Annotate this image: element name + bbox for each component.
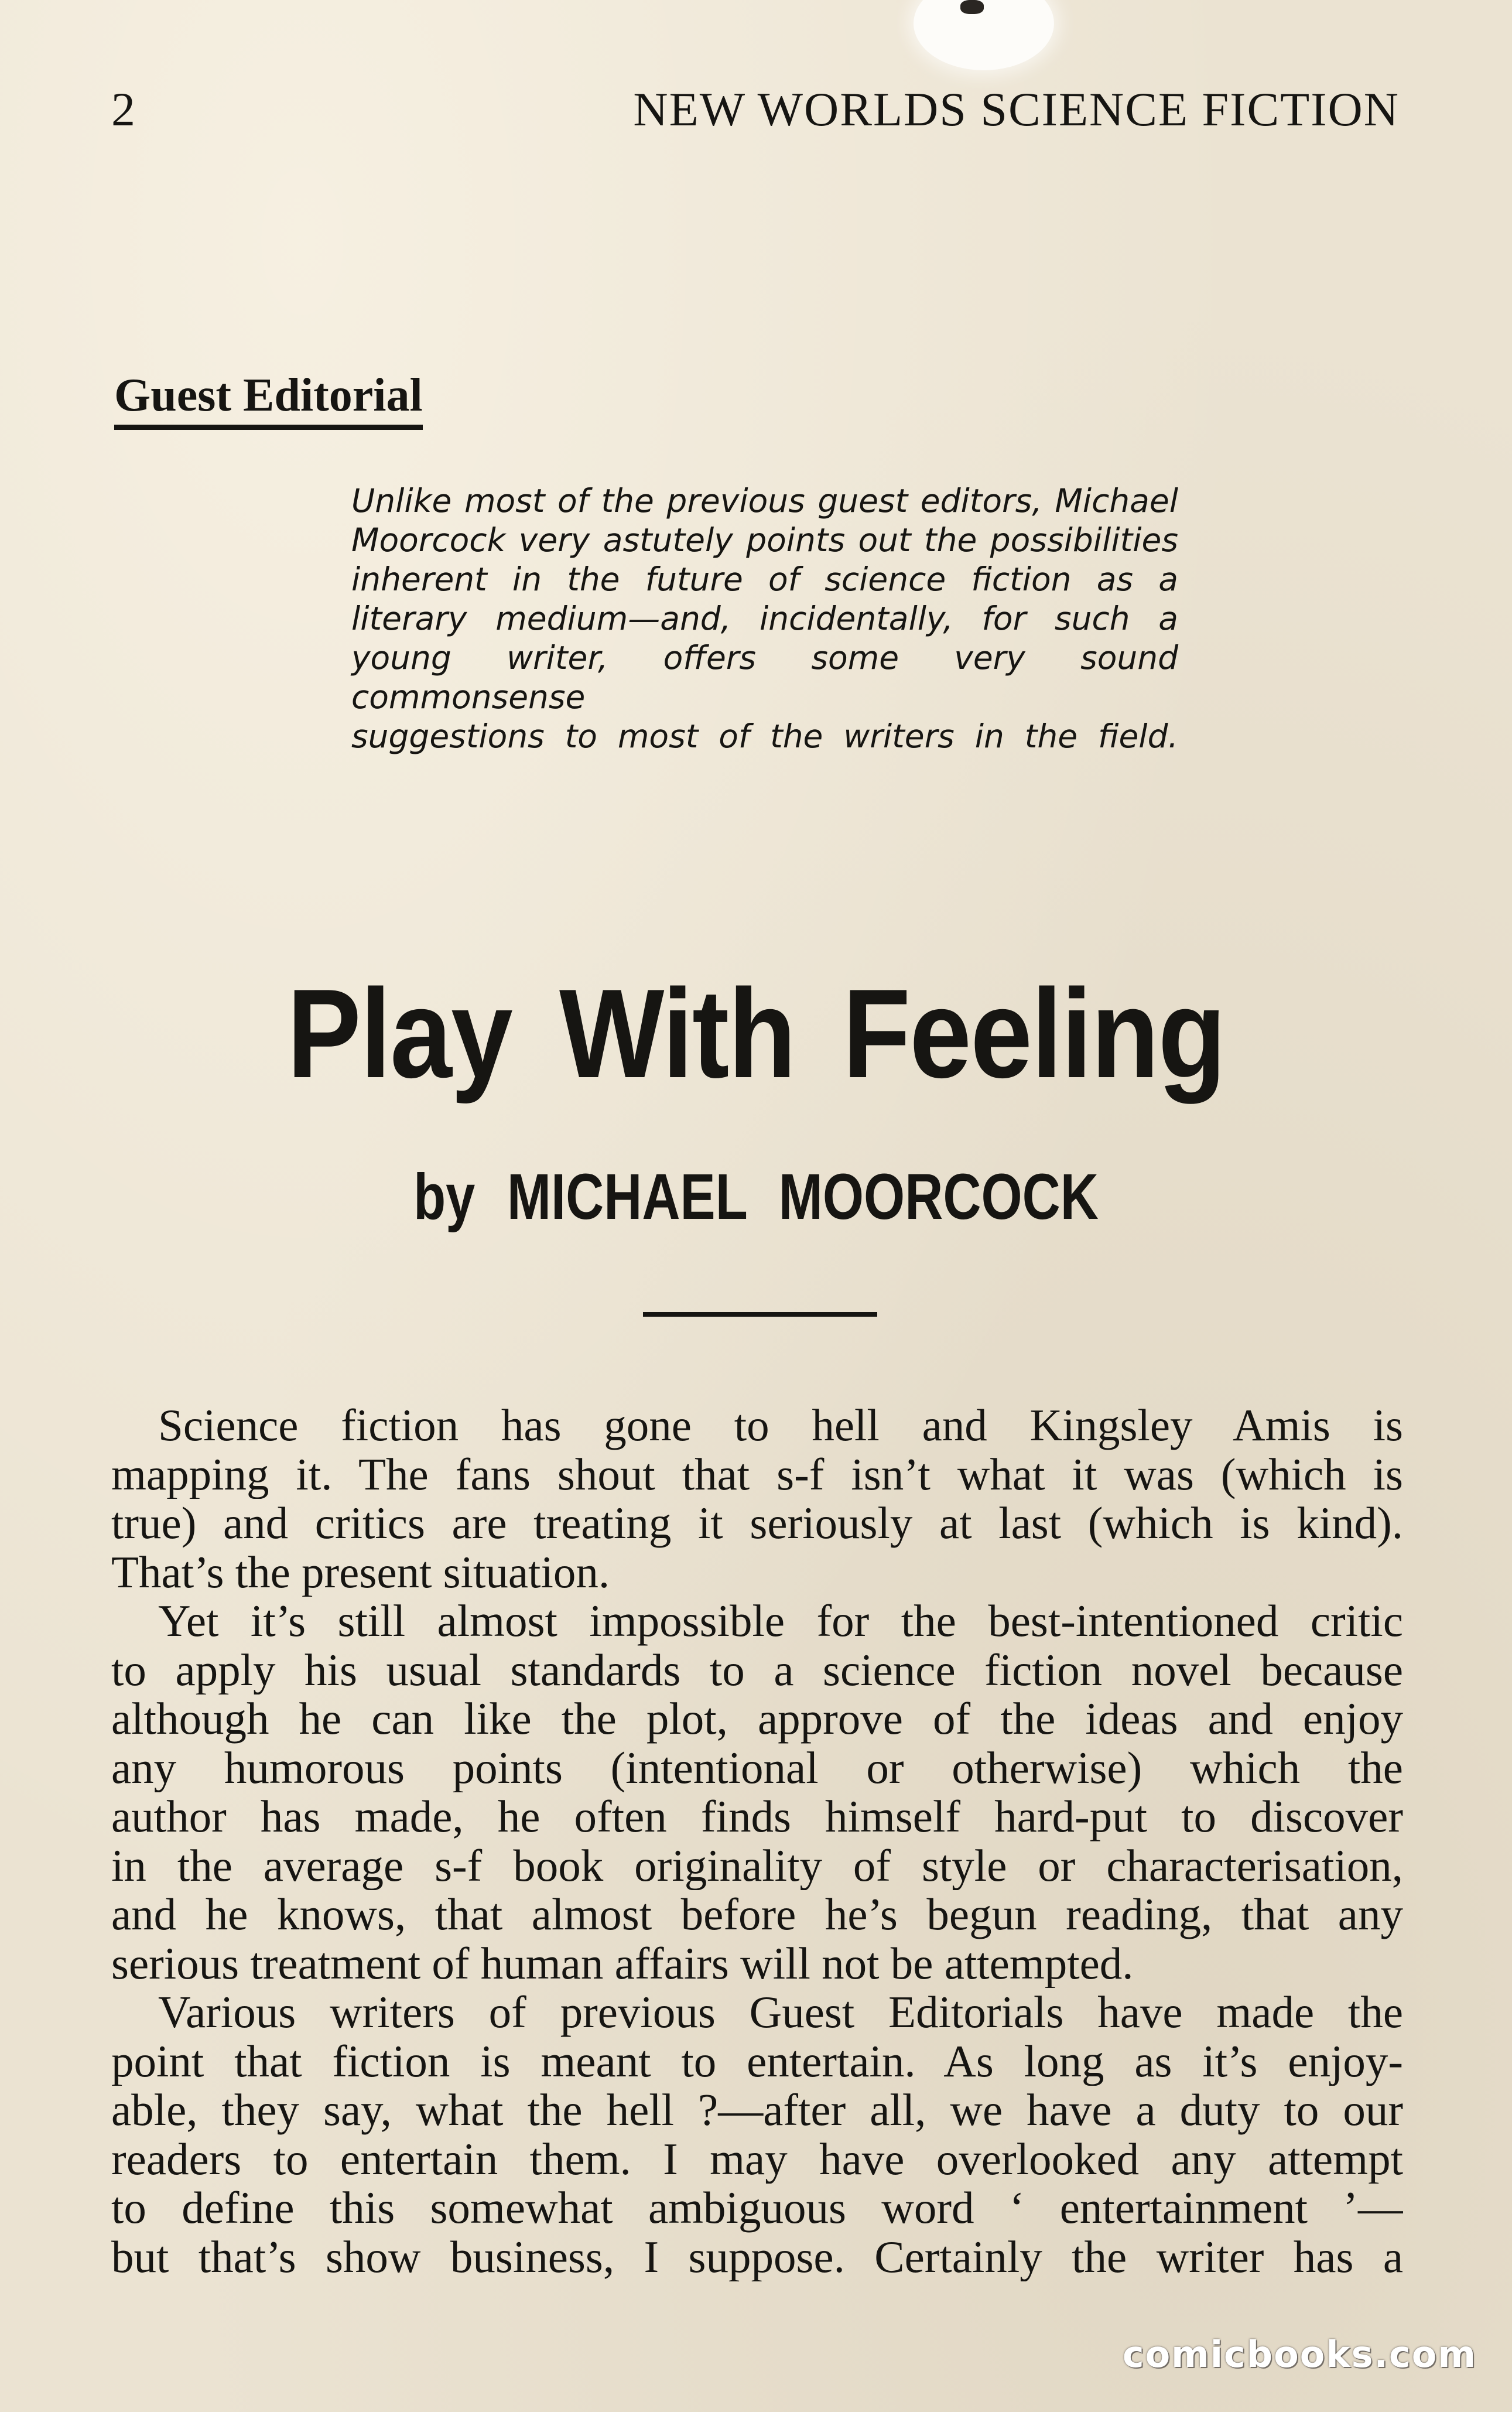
section-label: Guest Editorial (114, 369, 423, 430)
standfirst-line: young writer, offers some very sound commonsense (351, 639, 1178, 716)
running-title: NEW WORLDS SCIENCE FICTION (633, 83, 1400, 136)
body-line: readers to entertain them. I may have overlooked any attempt (111, 2134, 1403, 2184)
paper-stain (914, 0, 1054, 70)
body-line: serious treatment of human affairs will not be attempted. (111, 1939, 1134, 1988)
article-byline: by MICHAEL MOORCOCK (413, 1161, 1099, 1233)
body-line: but that’s show business, I suppose. Certainly the writer has a (111, 2232, 1403, 2281)
body-line: although he can like the plot, approve of the ideas and enjoy (111, 1694, 1403, 1744)
body-line: any humorous points (intentional or otherwise) which the (111, 1743, 1403, 1792)
body-line: That’s the present situation. (111, 1547, 610, 1597)
body-line: Science fiction has gone to hell and Kingsley Amis is (158, 1401, 1403, 1450)
body-line: point that fiction is meant to entertain. As long as it’s enjoy- (111, 2037, 1403, 2086)
body-line: to define this somewhat ambiguous word ‘ entertainment ’— (111, 2184, 1403, 2233)
body-line: Yet it’s still almost impossible for the best-intentioned critic (158, 1597, 1403, 1646)
article-body (111, 1401, 1403, 2281)
body-line: able, they say, what the hell ?—after all, we have a duty to our (111, 2086, 1403, 2135)
body-line: in the average s-f book originality of style or characterisation, (111, 1841, 1403, 1890)
paper-stain-mark (960, 0, 984, 14)
title-divider (643, 1312, 877, 1317)
standfirst-line: inherent in the future of science fiction as a (351, 561, 1178, 598)
body-line: and he knows, that almost before he’s begun reading, that any (111, 1890, 1403, 1939)
standfirst-line: Moorcock very astutely points out the possibilities (351, 521, 1178, 559)
page-number: 2 (111, 83, 135, 136)
standfirst-line: Unlike most of the previous guest editors, Michael (351, 482, 1178, 520)
body-line: author has made, he often finds himself hard-put to discover (111, 1792, 1403, 1842)
standfirst (351, 481, 1178, 756)
body-line: true) and critics are treating it seriously at last (which is kind). (111, 1499, 1403, 1548)
running-head (111, 82, 1400, 141)
body-line: mapping it. The fans shout that s-f isn’t what it was (which is (111, 1450, 1403, 1499)
body-line: to apply his usual standards to a science fiction novel because (111, 1645, 1403, 1694)
standfirst-line: literary medium—and, incidentally, for such a (351, 600, 1178, 637)
article-title: Play With Feeling (287, 962, 1225, 1104)
standfirst-line: suggestions to most of the writers in the field. (351, 718, 1178, 755)
body-line: Various writers of previous Guest Editorials have made the (158, 1988, 1403, 2037)
watermark: comicbooks.com (1122, 2333, 1477, 2376)
